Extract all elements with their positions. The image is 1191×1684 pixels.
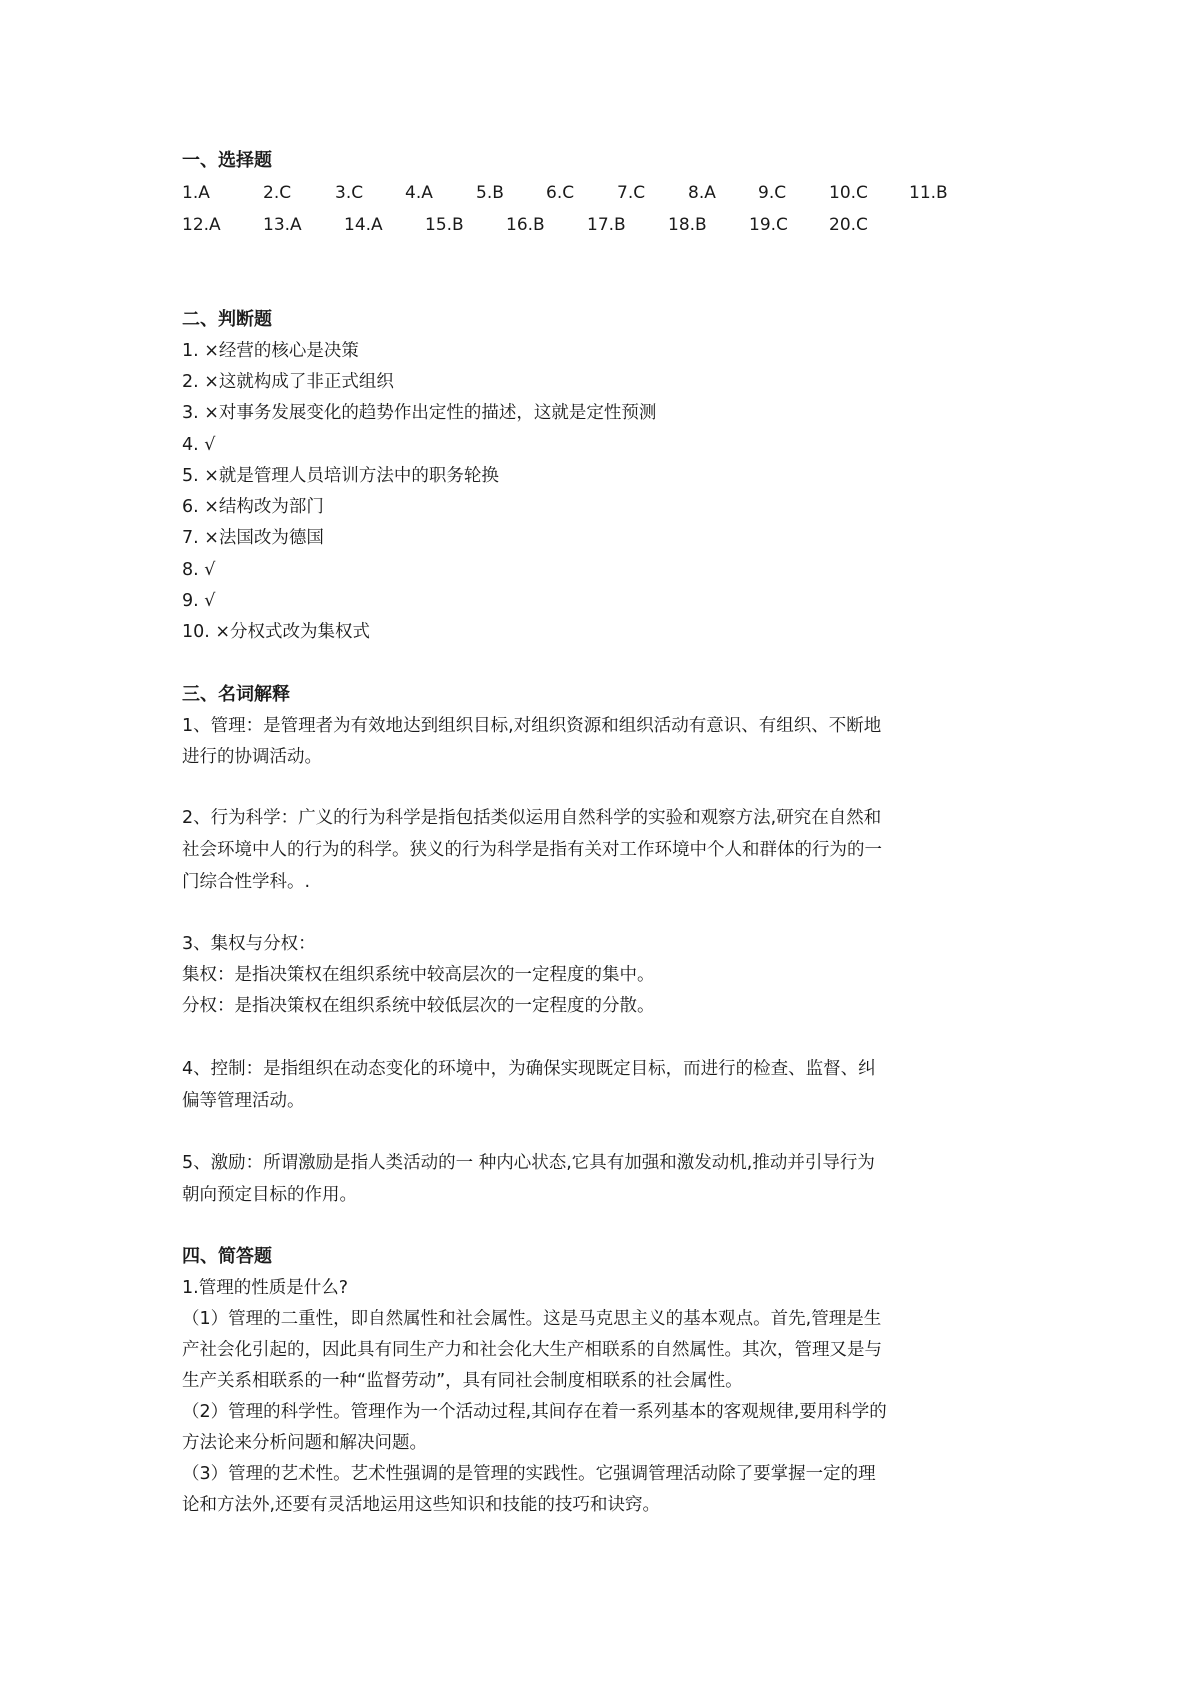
choice-answer: 4.A bbox=[405, 183, 433, 203]
choice-answer: 20.C bbox=[829, 215, 868, 235]
choice-answer: 13.A bbox=[263, 215, 302, 235]
choice-answer: 3.C bbox=[335, 183, 364, 203]
choice-answer: 7.C bbox=[617, 183, 646, 203]
term-definition-line: 2、行为科学：广义的行为科学是指包括类似运用自然科学的实验和观察方法,研究在自然和 bbox=[182, 808, 882, 828]
question-line: 1.管理的性质是什么? bbox=[182, 1278, 348, 1298]
term-definition-line: 集权：是指决策权在组织系统中较高层次的一定程度的集中。 bbox=[182, 965, 655, 985]
term-definition-line: 1、管理：是管理者为有效地达到组织目标,对组织资源和组织活动有意识、有组织、不断地 bbox=[182, 716, 882, 736]
choice-answer: 10.C bbox=[829, 183, 868, 203]
judgment-item: 9. √ bbox=[182, 591, 216, 611]
choice-answer: 1.A bbox=[182, 183, 210, 203]
answer-line: 论和方法外,还要有灵活地运用这些知识和技能的技巧和诀窍。 bbox=[182, 1495, 661, 1515]
judgment-item: 6. ×结构改为部门 bbox=[182, 497, 324, 517]
judgment-item: 2. ×这就构成了非正式组织 bbox=[182, 372, 394, 392]
choice-answer: 14.A bbox=[344, 215, 383, 235]
choice-answers-row-1 bbox=[182, 181, 982, 205]
answer-line: 产社会化引起的，因此具有同生产力和社会化大生产相联系的自然属性。其次，管理又是与 bbox=[182, 1340, 882, 1360]
choice-answer: 18.B bbox=[668, 215, 707, 235]
judgment-item: 7. ×法国改为德国 bbox=[182, 528, 324, 548]
choice-answer: 6.C bbox=[546, 183, 575, 203]
term-definition-line: 社会环境中人的行为的科学。狭义的行为科学是指有关对工作环境中个人和群体的行为的一 bbox=[182, 840, 882, 860]
judgment-item: 8. √ bbox=[182, 560, 216, 580]
term-definition-line: 4、控制：是指组织在动态变化的环境中，为确保实现既定目标，而进行的检查、监督、纠 bbox=[182, 1059, 876, 1079]
section-2-title: 二、判断题 bbox=[182, 309, 272, 330]
term-definition-line: 门综合性学科。. bbox=[182, 872, 311, 892]
term-definition-line: 进行的协调活动。 bbox=[182, 747, 322, 767]
term-definition-line: 3、集权与分权： bbox=[182, 934, 316, 954]
judgment-item: 3. ×对事务发展变化的趋势作出定性的描述，这就是定性预测 bbox=[182, 403, 657, 423]
answer-line: （1）管理的二重性，即自然属性和社会属性。这是马克思主义的基本观点。首先,管理是生 bbox=[182, 1309, 882, 1329]
choice-answer: 19.C bbox=[749, 215, 788, 235]
answer-line: （3）管理的艺术性。艺术性强调的是管理的实践性。它强调管理活动除了要掌握一定的理 bbox=[182, 1464, 876, 1484]
choice-answers-row-2 bbox=[182, 213, 982, 237]
judgment-item: 5. ×就是管理人员培训方法中的职务轮换 bbox=[182, 466, 499, 486]
choice-answer: 12.A bbox=[182, 215, 221, 235]
term-definition-line: 5、激励：所谓激励是指人类活动的一 种内心状态,它具有加强和激发动机,推动并引导行为 bbox=[182, 1153, 875, 1173]
section-4-title: 四、简答题 bbox=[182, 1246, 272, 1267]
choice-answer: 17.B bbox=[587, 215, 626, 235]
judgment-item: 1. ×经营的核心是决策 bbox=[182, 341, 359, 361]
section-3-title: 三、名词解释 bbox=[182, 684, 290, 705]
judgment-item: 10. ×分权式改为集权式 bbox=[182, 622, 371, 642]
choice-answer: 9.C bbox=[758, 183, 787, 203]
answer-line: （2）管理的科学性。管理作为一个活动过程,其间存在着一系列基本的客观规律,要用科学的 bbox=[182, 1402, 887, 1422]
term-definition-line: 偏等管理活动。 bbox=[182, 1091, 305, 1111]
term-definition-line: 分权：是指决策权在组织系统中较低层次的一定程度的分散。 bbox=[182, 996, 655, 1016]
judgment-item: 4. √ bbox=[182, 435, 216, 455]
answer-line: 生产关系相联系的一种“监督劳动”，具有同社会制度相联系的社会属性。 bbox=[182, 1371, 743, 1391]
choice-answer: 16.B bbox=[506, 215, 545, 235]
section-1-title: 一、选择题 bbox=[182, 150, 272, 171]
choice-answer: 2.C bbox=[263, 183, 292, 203]
choice-answer: 5.B bbox=[476, 183, 504, 203]
choice-answer: 15.B bbox=[425, 215, 464, 235]
choice-answer: 8.A bbox=[688, 183, 716, 203]
answer-line: 方法论来分析问题和解决问题。 bbox=[182, 1433, 427, 1453]
choice-answer: 11.B bbox=[909, 183, 948, 203]
term-definition-line: 朝向预定目标的作用。 bbox=[182, 1185, 357, 1205]
